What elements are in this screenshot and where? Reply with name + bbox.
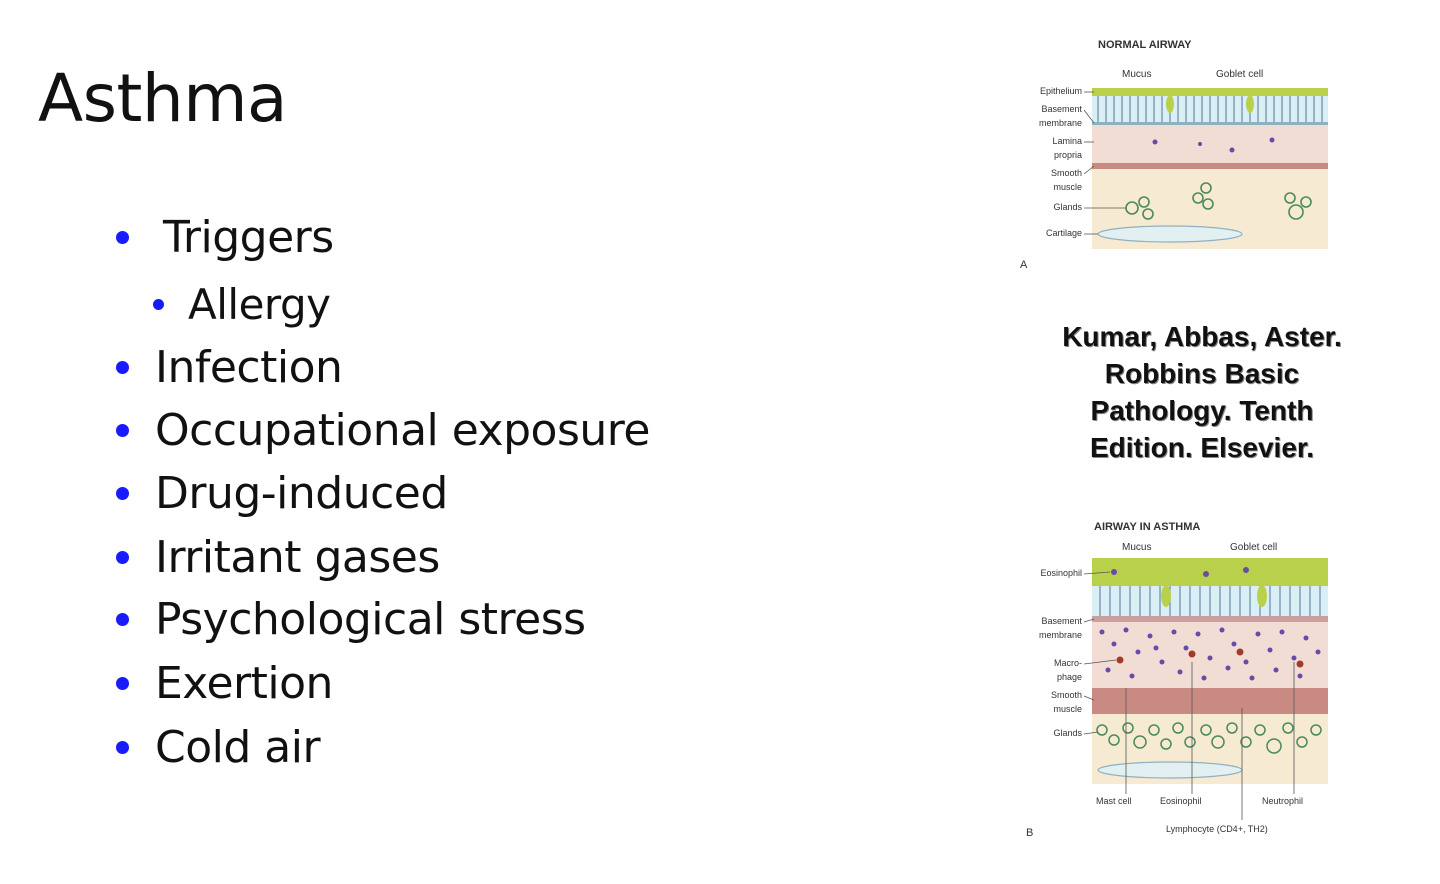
goblet-cell xyxy=(1257,585,1267,607)
bullet-dot-icon xyxy=(116,677,129,690)
goblet-cell xyxy=(1246,95,1254,113)
goblet-cell xyxy=(1166,95,1174,113)
label-muscle: muscle xyxy=(1053,182,1082,192)
citation-line: Edition. Elsevier. xyxy=(1089,432,1315,463)
bullet-item xyxy=(116,212,334,263)
bullet-item xyxy=(116,342,342,393)
bullet-item xyxy=(116,468,448,519)
citation xyxy=(1000,318,1404,466)
bullet-item xyxy=(116,722,320,773)
label-neutrophil: Neutrophil xyxy=(1262,796,1304,806)
cartilage xyxy=(1098,226,1242,242)
bullet-item xyxy=(116,405,650,456)
bullet-dot-icon xyxy=(116,551,129,564)
label-phage: phage xyxy=(1056,672,1082,682)
bullet-text: Irritant gases xyxy=(155,532,440,583)
label-mast-cell: Mast cell xyxy=(1096,796,1132,806)
bullet-text: Triggers xyxy=(163,212,334,263)
label-basement: Basement xyxy=(1041,104,1082,114)
figure-title: AIRWAY IN ASTHMA xyxy=(1094,521,1201,533)
citation-line: Kumar, Abbas, Aster. xyxy=(1062,321,1342,352)
normal-airway-diagram xyxy=(1010,30,1340,280)
label-cartilage: Cartilage xyxy=(1045,228,1082,238)
bullet-text: Drug-induced xyxy=(155,468,448,519)
label-muscle: muscle xyxy=(1053,704,1082,714)
basement-membrane xyxy=(1092,122,1328,125)
label-propria: propria xyxy=(1053,150,1082,160)
label-goblet-cell: Goblet cell xyxy=(1230,542,1278,553)
lamina-propria xyxy=(1092,125,1328,163)
bullet-dot-icon xyxy=(116,741,129,754)
cartilage xyxy=(1098,762,1242,778)
asthma-airway-figure xyxy=(1010,512,1340,852)
bullet-text: Infection xyxy=(155,342,343,393)
label-glands: Glands xyxy=(1053,728,1082,738)
label-membrane: membrane xyxy=(1038,118,1082,128)
label-basement: Basement xyxy=(1041,616,1082,626)
bullet-text: Allergy xyxy=(188,280,331,329)
label-eosinophil: Eosinophil xyxy=(1040,568,1082,578)
bullet-dot-icon xyxy=(153,299,164,310)
bullet-text: Exertion xyxy=(155,658,333,709)
label-smooth: Smooth xyxy=(1050,690,1082,700)
citation-line: Robbins Basic xyxy=(1104,358,1300,389)
label-mucus: Mucus xyxy=(1122,69,1152,80)
mucus-layer xyxy=(1092,88,1328,96)
bullet-item xyxy=(116,658,333,709)
bullet-item xyxy=(116,532,440,583)
bullet-item xyxy=(153,280,330,329)
label-lymphocyte: Lymphocyte (CD4+, TH2) xyxy=(1166,824,1268,834)
label-mucus: Mucus xyxy=(1122,542,1152,553)
citation-line: Pathology. Tenth xyxy=(1090,395,1314,426)
bullet-dot-icon xyxy=(116,424,129,437)
slide-title: Asthma xyxy=(38,60,287,137)
normal-airway-figure xyxy=(1010,30,1340,285)
bullet-dot-icon xyxy=(116,613,129,626)
mucus-layer xyxy=(1092,558,1328,586)
label-goblet-cell: Goblet cell xyxy=(1216,69,1264,80)
panel-letter: B xyxy=(1026,827,1034,839)
bullet-dot-icon xyxy=(116,487,129,500)
label-epithelium: Epithelium xyxy=(1039,86,1082,96)
label-glands: Glands xyxy=(1053,202,1082,212)
bullet-text: Cold air xyxy=(155,722,321,773)
asthma-airway-diagram xyxy=(1010,512,1340,847)
smooth-muscle xyxy=(1092,163,1328,169)
figure-title: NORMAL AIRWAY xyxy=(1098,39,1192,51)
bullet-text: Occupational exposure xyxy=(155,405,650,456)
label-smooth: Smooth xyxy=(1050,168,1082,178)
label-eosinophil-bottom: Eosinophil xyxy=(1160,796,1202,806)
label-membrane: membrane xyxy=(1038,630,1082,640)
label-lamina: Lamina xyxy=(1052,136,1082,146)
bullet-item xyxy=(116,594,586,645)
panel-letter: A xyxy=(1020,259,1028,271)
bullet-dot-icon xyxy=(116,231,129,244)
goblet-cell xyxy=(1161,585,1171,607)
bullet-dot-icon xyxy=(116,361,129,374)
label-macro: Macro- xyxy=(1053,658,1082,668)
hypertrophic-smooth-muscle xyxy=(1092,688,1328,714)
bullet-text: Psychological stress xyxy=(155,594,586,645)
thickened-basement-membrane xyxy=(1092,616,1328,622)
